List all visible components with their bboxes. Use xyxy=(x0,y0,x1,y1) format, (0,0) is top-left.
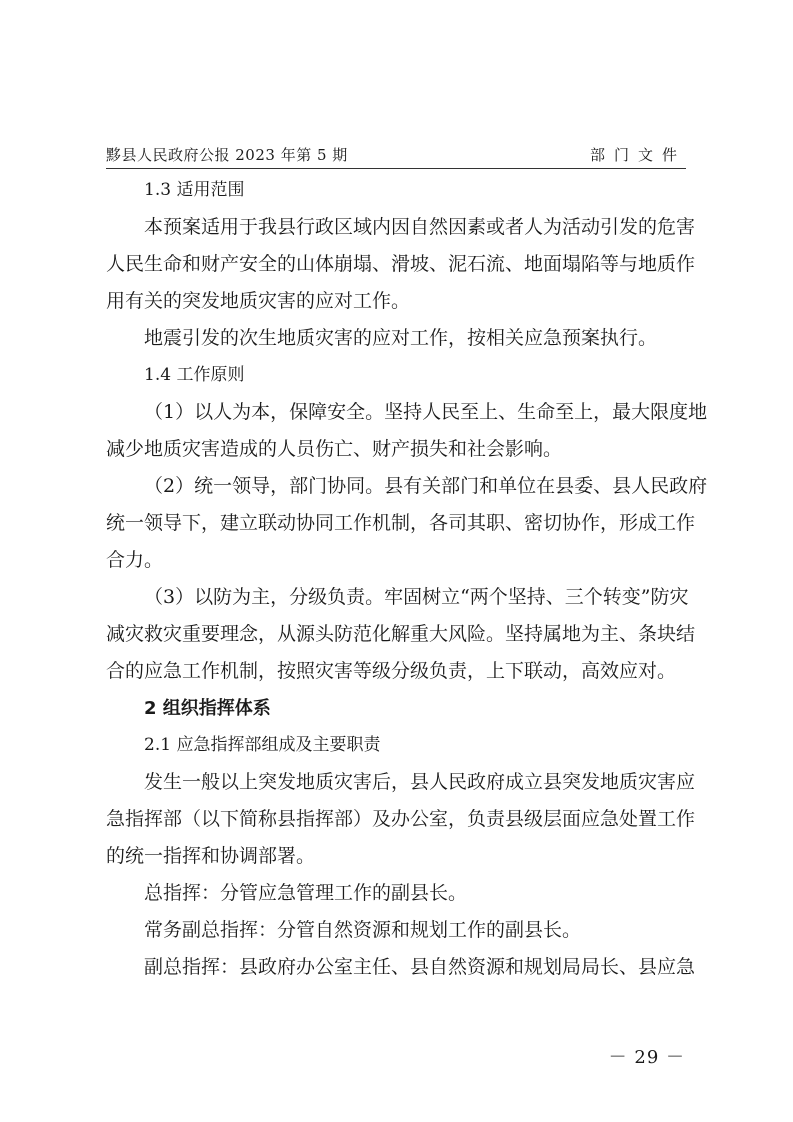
paragraph-line: 急指挥部（以下简称县指挥部）及办公室，负责县级层面应急处置工作 xyxy=(106,808,696,830)
paragraph-line: （3）以防为主，分级负责。牢固树立“两个坚持、三个转变”防灾 xyxy=(144,586,689,608)
paragraph-line: 用有关的突发地质灾害的应对工作。 xyxy=(106,290,411,312)
paragraph-line: 人民生命和财产安全的山体崩塌、滑坡、泥石流、地面塌陷等与地质作 xyxy=(106,253,696,275)
paragraph-line: 本预案适用于我县行政区域内因自然因素或者人为活动引发的危害 xyxy=(144,216,696,238)
subsection-heading: 2.1 应急指挥部组成及主要职责 xyxy=(144,735,381,755)
page-header xyxy=(106,146,686,169)
gazette-title: 黟县人民政府公报 2023 年第 5 期 xyxy=(106,146,348,164)
page-number: － 29 － xyxy=(608,1047,685,1068)
subsection-heading: 1.4 工作原则 xyxy=(144,365,245,385)
paragraph-line: （1）以人为本，保障安全。坚持人民至上、生命至上，最大限度地 xyxy=(144,401,708,423)
document-body xyxy=(106,172,708,986)
paragraph-line: 的统一指挥和协调部署。 xyxy=(106,845,316,867)
paragraph-line: 常务副总指挥：分管自然资源和规划工作的副县长。 xyxy=(144,919,582,941)
paragraph-line: 副总指挥：县政府办公室主任、县自然资源和规划局局长、县应急 xyxy=(144,956,696,978)
paragraph-line: 地震引发的次生地质灾害的应对工作，按相关应急预案执行。 xyxy=(144,327,658,349)
paragraph-line: （2）统一领导，部门协同。县有关部门和单位在县委、县人民政府 xyxy=(144,475,708,497)
section-heading: 2 组织指挥体系 xyxy=(144,698,271,719)
paragraph-line: 减灾救灾重要理念，从源头防范化解重大风险。坚持属地为主、条块结 xyxy=(106,623,696,645)
subsection-heading: 1.3 适用范围 xyxy=(144,180,245,200)
paragraph-line: 统一领导下，建立联动协同工作机制，各司其职、密切协作，形成工作 xyxy=(106,512,696,534)
paragraph-line: 合的应急工作机制，按照灾害等级分级负责，上下联动，高效应对。 xyxy=(106,660,677,682)
section-label: 部门文件 xyxy=(589,146,686,164)
paragraph-line: 合力。 xyxy=(106,549,164,571)
paragraph-line: 发生一般以上突发地质灾害后，县人民政府成立县突发地质灾害应 xyxy=(144,771,696,793)
paragraph-line: 减少地质灾害造成的人员伤亡、财产损失和社会影响。 xyxy=(106,438,563,460)
paragraph-line: 总指挥：分管应急管理工作的副县长。 xyxy=(144,882,468,904)
